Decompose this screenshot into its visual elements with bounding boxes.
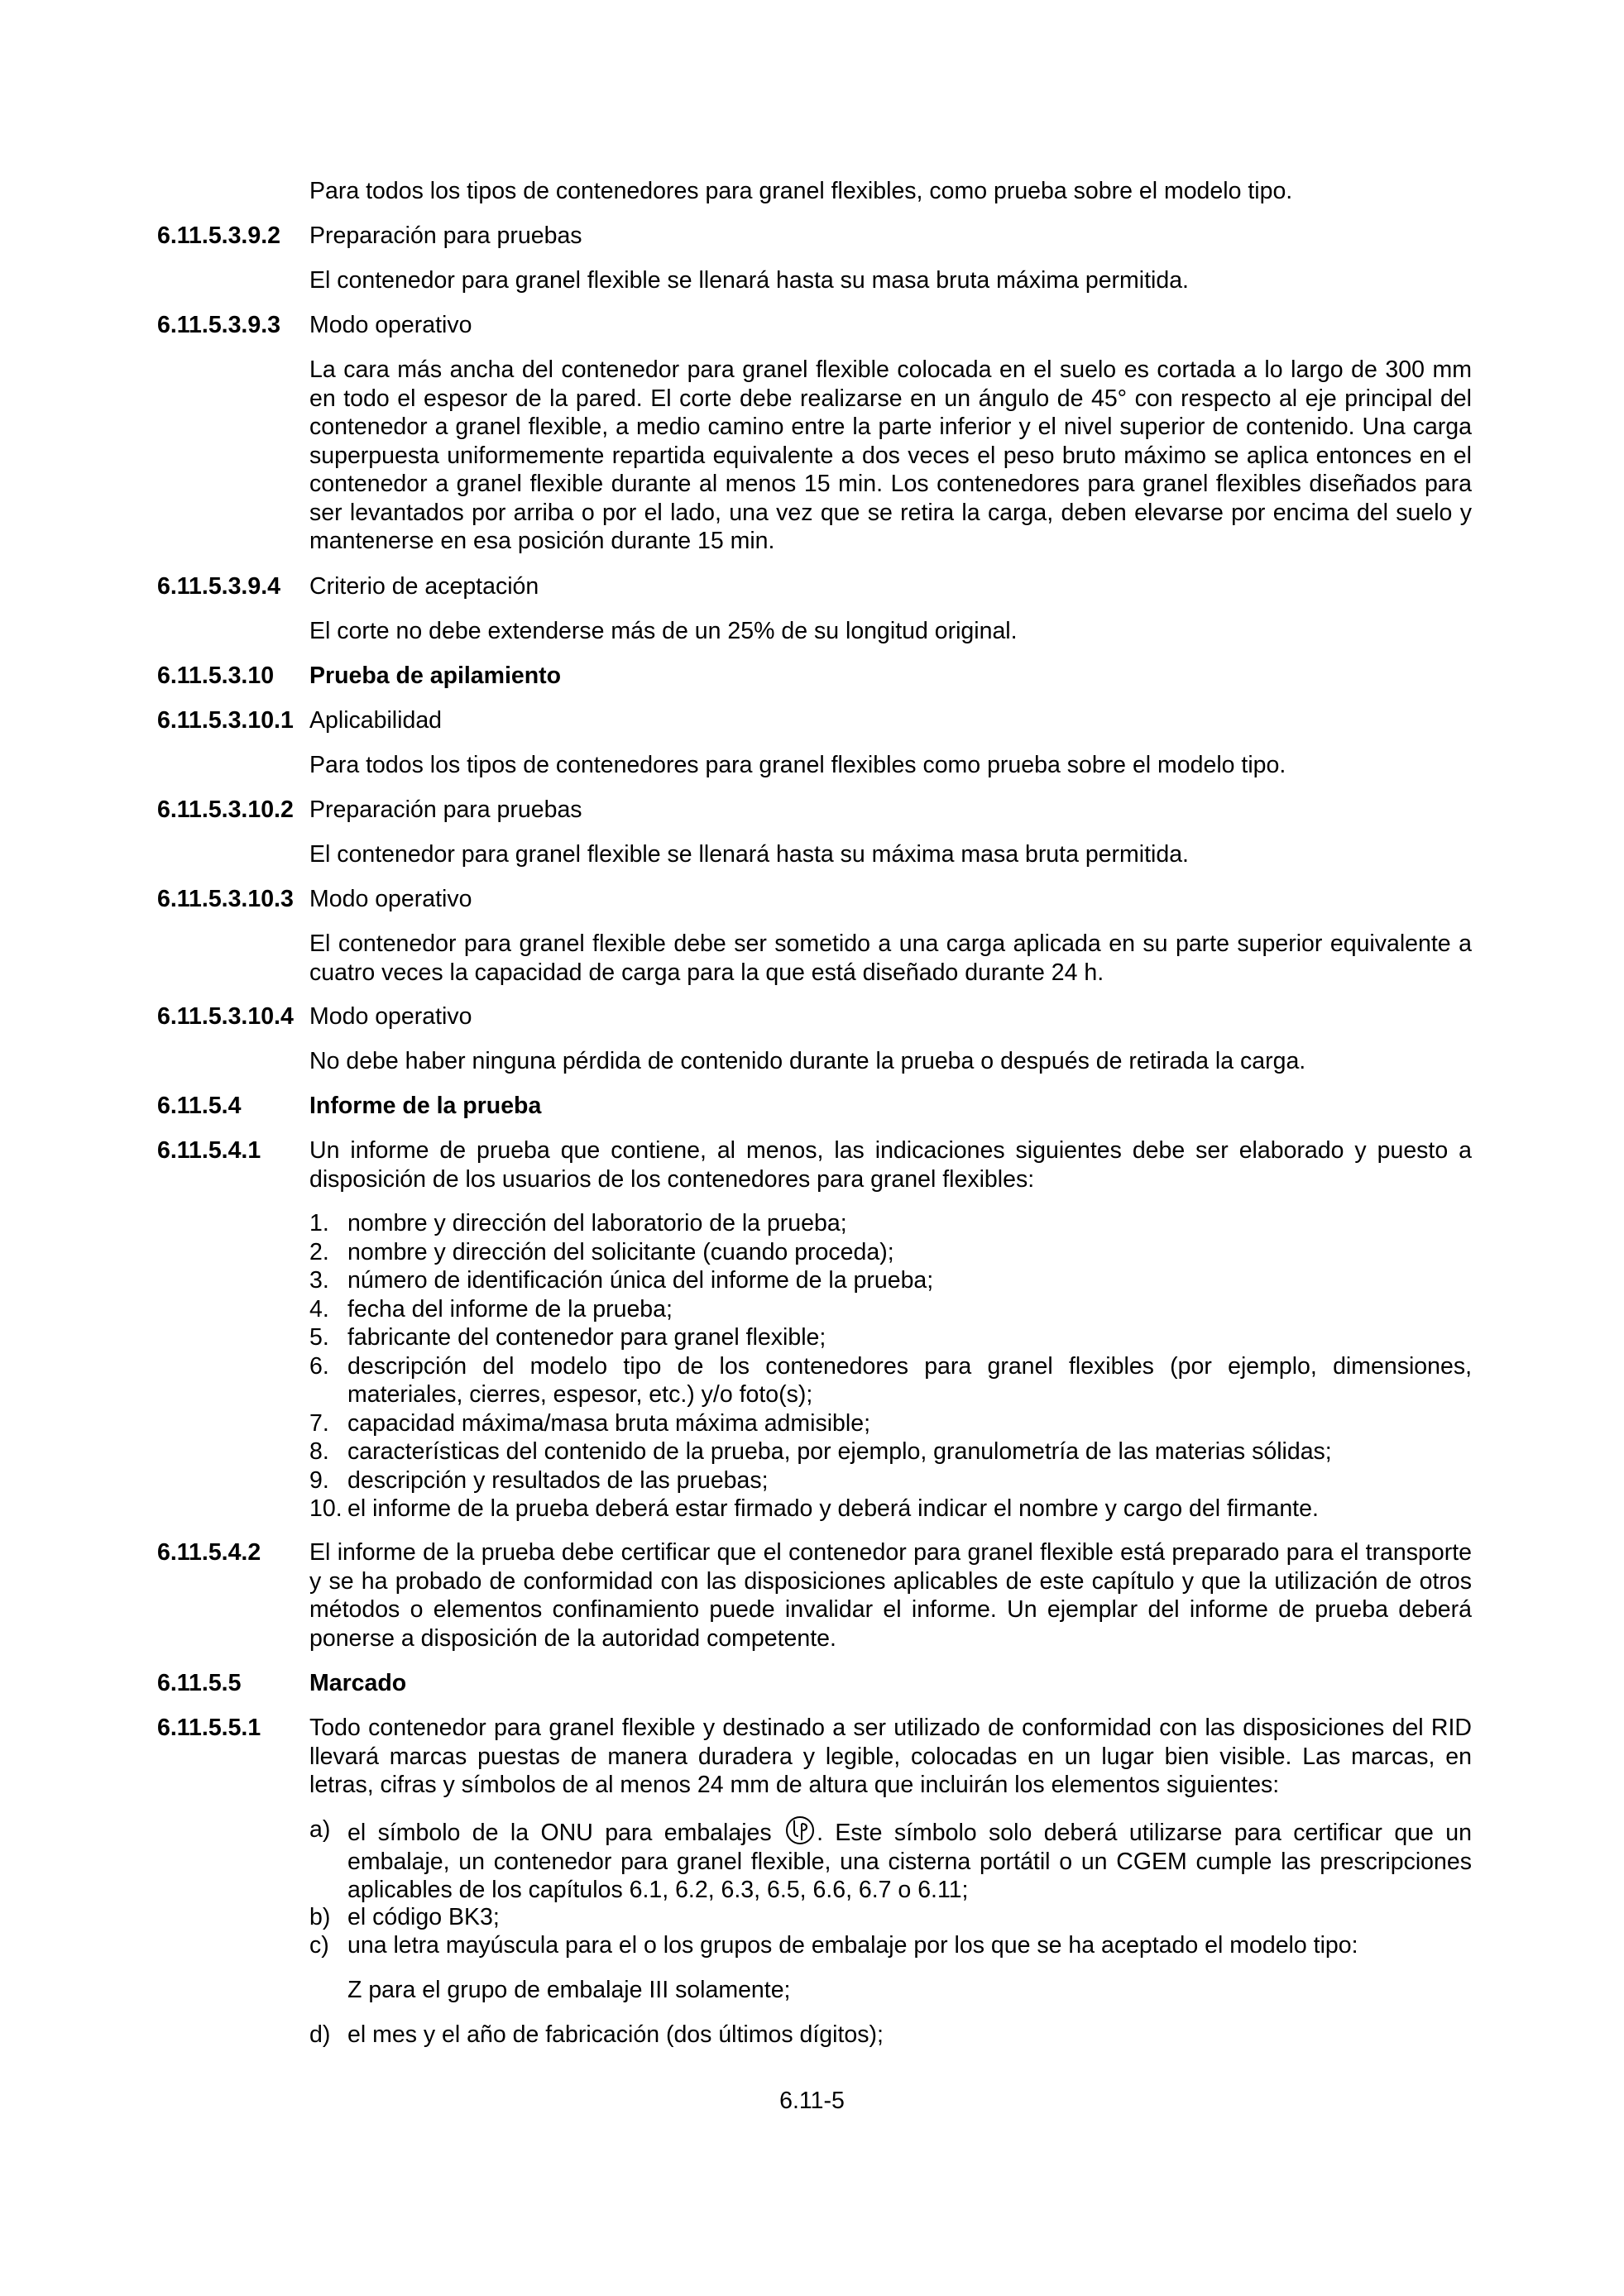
un-packaging-symbol-icon: [785, 1815, 815, 1845]
item-marker: 3.: [309, 1267, 329, 1294]
item-text: nombre y dirección del laboratorio de la prueba;: [347, 1210, 847, 1236]
item-marker: 2.: [309, 1238, 329, 1265]
item-text: el símbolo de la ONU para embalajes . Este símbolo solo deberá utilizarse para certificar que un embalaje, un contenedor para granel flexible, una cisterna portátil o un CGEM cumple las prescripciones aplicables de los capítulos 6.1, 6.2, 6.3, 6.5, 6.6, 6.7 o 6.11;: [347, 1815, 1472, 1905]
section-title: Preparación para pruebas: [309, 796, 582, 823]
section-number: 6.11.5.4.2: [157, 1539, 261, 1566]
item-text: capacidad máxima/masa bruta máxima admisible;: [347, 1409, 871, 1437]
section-number: 6.11.5.3.10.1: [157, 707, 294, 734]
item-marker: 7.: [309, 1409, 329, 1437]
item-text: características del contenido de la prueba, por ejemplo, granulometría de las materias sólidas;: [347, 1438, 1332, 1465]
section-title: Informe de la prueba: [309, 1093, 542, 1119]
section-title: Modo operativo: [309, 312, 472, 338]
item-text: una letra mayúscula para el o los grupos de embalaje por los que se ha aceptado el modelo tipo:: [347, 1932, 1358, 1959]
page-number: 6.11-5: [779, 2088, 845, 2114]
item-text: fecha del informe de la prueba;: [347, 1295, 673, 1323]
item-text: el informe de la prueba deberá estar firmado y deberá indicar el nombre y cargo del firmante.: [347, 1495, 1319, 1522]
section-body: El informe de la prueba debe certificar que el contenedor para granel flexible está preparado para el transporte y se ha probado de conformidad con las disposiciones aplicables de este capítulo y que la utilización de otros métodos o elementos confinamiento puede invalidar el informe. Un ejemplar del informe de prueba deberá ponerse a disposición de la autoridad competente.: [309, 1539, 1472, 1652]
item-text: descripción y resultados de las pruebas;: [347, 1466, 769, 1494]
section-number: 6.11.5.3.10.3: [157, 886, 294, 912]
item-marker: 5.: [309, 1324, 329, 1351]
section-number: 6.11.5.3.10: [157, 662, 275, 689]
section-title: Criterio de aceptación: [309, 573, 539, 600]
section-number: 6.11.5.5.1: [157, 1715, 261, 1741]
item-marker: 1.: [309, 1210, 329, 1236]
section-title: Marcado: [309, 1670, 407, 1696]
document-page: Para todos los tipos de contenedores para granel flexibles, como prueba sobre el modelo tipo. 6.11.5.3.9.2 Preparación para pruebas El contenedor para granel flexible se llenará hasta su masa bruta máxima permitida. 6.11.5.3.9.3 Modo operativo La cara más ancha del contenedor para granel flexible colocada en el suelo es cortada a lo largo de 300 mm en todo el espesor de la pared. El corte debe realizarse en un ángulo de 45° con respecto al eje principal del contenedor a granel flexible, a medio camino entre la parte inferior y el nivel superior de contenido. Una carga superpuesta uniformemente repartida equivalente a dos veces el peso bruto máximo se aplica entonces en el contenedor a granel flexible durante al menos 15 min. Los contenedores para granel flexibles diseñados para ser levantados por arriba o por el lado, una vez que se retira la carga, deben elevarse por encima del suelo y mantenerse en esa posición durante 15 min. 6.11.5.3.9.4 Criterio de aceptación El corte no debe extenderse más de un 25% de su longitud original. 6.11.5.3.10 Prueba de apilamiento 6.11.5.3.10.1 Aplicabilidad Para todos los tipos de contenedores para granel flexibles como prueba sobre el modelo tipo. 6.11.5.3.10.2 Preparación para pruebas El contenedor para granel flexible se llenará hasta su máxima masa bruta permitida. 6.11.5.3.10.3 Modo operativo El contenedor para granel flexible debe ser sometido a una carga aplicada en su parte superior equivalente a cuatro veces la capacidad de carga para la que está diseñado durante 24 h. 6.11.5.3.10.4 Modo operativo No debe haber ninguna pérdida de contenido durante la prueba o después de retirada la carga. 6.11.5.4 Informe de la prueba 6.11.5.4.1 Un informe de prueba que contiene, al menos, las indicaciones siguientes debe ser elaborado y puesto a disposición de los usuarios de los contenedores para granel flexibles: 1. nombre y dirección del laboratorio de la prueba; 2. nombre y dirección del solicitante (cuando proceda); 3. número de identificación única del informe de la prueba; 4. fecha del informe de la prueba; 5. fabricante del contenedor para granel flexible; 6. descripción del modelo tipo de los contenedores para granel flexibles (por ejemplo, dimensiones, materiales, cierres, espesor, etc.) y/o foto(s); 7. capacidad máxima/masa bruta máxima admisible; 8. características del contenido de la prueba, por ejemplo, granulometría de las materias sólidas; 9. descripción y resultados de las pruebas; 10. el informe de la prueba deberá estar firmado y deberá indicar el nombre y cargo del firmante. 6.11.5.4.2 El informe de la prueba debe certificar que el contenedor para granel flexible está preparado para el transporte y se ha probado de conformidad con las disposiciones aplicables de este capítulo y que la utilización de otros métodos o elementos confinamiento puede invalidar el informe. Un ejemplar del informe de prueba deberá ponerse a disposición de la autoridad competente. 6.11.5.5 Marcado 6.11.5.5.1 Todo contenedor para granel flexible y destinado a ser utilizado de conformidad con las disposiciones del RID llevará marcas puestas de manera duradera y legible, colocadas en un lugar bien visible. Las marcas, en letras, cifras y símbolos de al menos 24 mm de altura que incluirán los elementos siguientes: a) el símbolo de la ONU para embalajes . Este símbolo solo deberá utilizarse para certificar que un embalaje, un contenedor para granel flexible, una cisterna portátil o un CGEM cumple las prescripciones aplicables de los capítulos 6.1, 6.2, 6.3, 6.5, 6.6, 6.7 o 6.11; b) el código BK3; c) una letra mayúscula para el o los grupos de embalaje por los que se ha aceptado el modelo tipo: Z para el grupo de embalaje III solamente; d) el mes y el año de fabricación (dos últimos dígitos); 6.11-5: [0, 0, 1624, 2296]
section-number: 6.11.5.3.9.2: [157, 222, 280, 249]
item-text: número de identificación única del informe de la prueba;: [347, 1267, 934, 1294]
section-number: 6.11.5.3.10.4: [157, 1003, 294, 1030]
item-text: descripción del modelo tipo de los contenedores para granel flexibles (por ejemplo, dimensiones, materiales, cierres, espesor, etc.) y/o foto(s);: [347, 1352, 1472, 1408]
section-number: 6.11.5.5: [157, 1670, 242, 1696]
section-title: Aplicabilidad: [309, 707, 443, 734]
section-title: Modo operativo: [309, 886, 472, 912]
section-title: Modo operativo: [309, 1003, 472, 1030]
item-marker: 4.: [309, 1295, 329, 1323]
item-subtext: Z para el grupo de embalaje III solamente;: [347, 1977, 791, 2003]
item-marker: 9.: [309, 1466, 329, 1494]
item-marker: 6.: [309, 1352, 329, 1380]
item-text: nombre y dirección del solicitante (cuando proceda);: [347, 1238, 894, 1265]
item-text: el código BK3;: [347, 1904, 500, 1930]
item-marker: a): [309, 1816, 331, 1843]
section-number: 6.11.5.3.9.4: [157, 573, 280, 600]
item-marker: b): [309, 1904, 331, 1930]
item-text: el mes y el año de fabricación (dos últimos dígitos);: [347, 2021, 884, 2048]
section-number: 6.11.5.4: [157, 1093, 242, 1119]
item-marker: 10.: [309, 1495, 343, 1522]
section-number: 6.11.5.3.10.2: [157, 796, 294, 823]
item-marker: 8.: [309, 1438, 329, 1465]
section-title: Prueba de apilamiento: [309, 662, 562, 689]
item-marker: c): [309, 1932, 329, 1959]
item-text: fabricante del contenedor para granel flexible;: [347, 1324, 826, 1351]
section-body: Todo contenedor para granel flexible y destinado a ser utilizado de conformidad con las disposiciones del RID llevará marcas puestas de manera duradera y legible, colocadas en un lugar bien visible. Las marcas, en letras, cifras y símbolos de al menos 24 mm de altura que incluirán los elementos siguientes:: [309, 1715, 1472, 1798]
section-title: Preparación para pruebas: [309, 222, 582, 249]
item-marker: d): [309, 2021, 331, 2048]
section-body: Un informe de prueba que contiene, al menos, las indicaciones siguientes debe ser elaborado y puesto a disposición de los usuarios de los contenedores para granel flexibles:: [309, 1137, 1472, 1193]
section-number: 6.11.5.3.9.3: [157, 312, 280, 338]
section-number: 6.11.5.4.1: [157, 1137, 261, 1164]
